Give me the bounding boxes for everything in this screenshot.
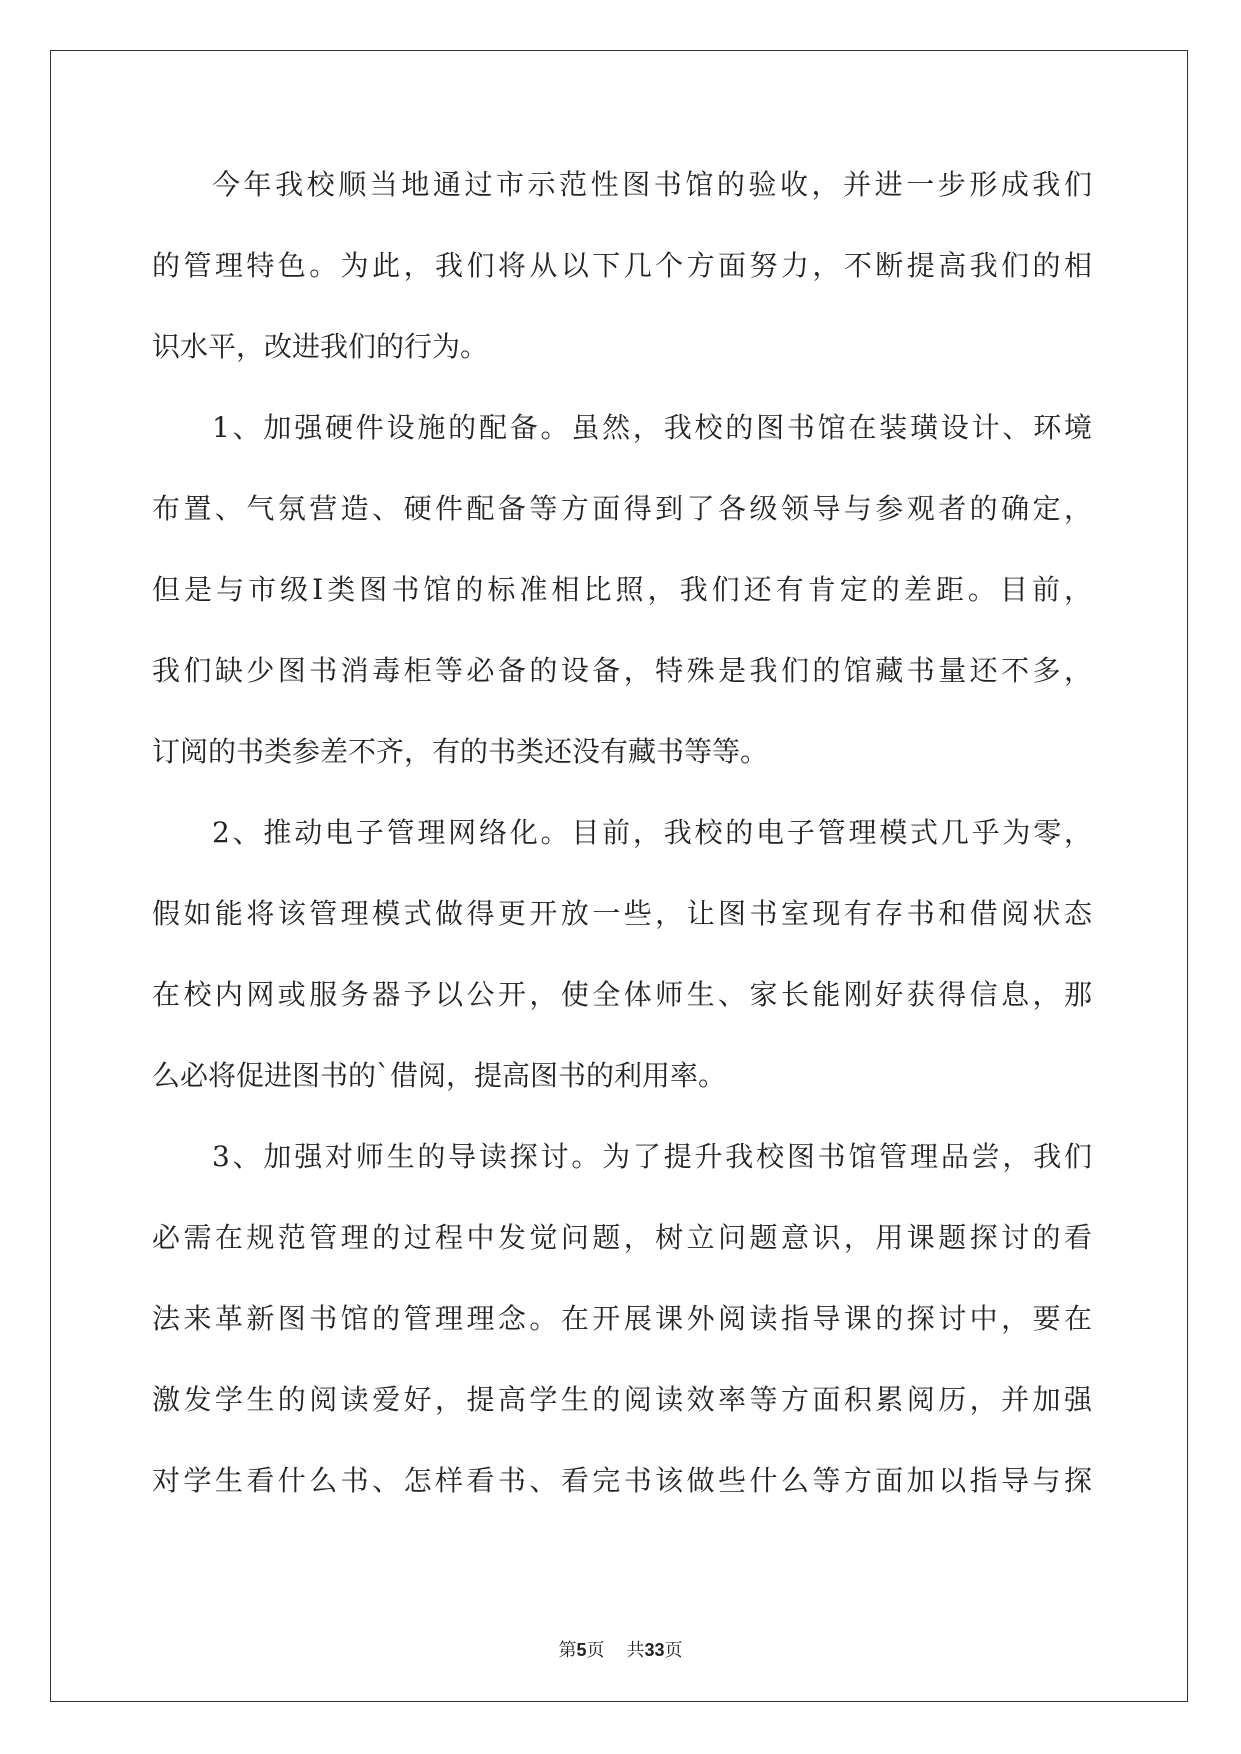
paragraph-1-line-3: 识水平，改进我们的行为。 — [152, 330, 489, 363]
paragraph-2-line-4: 我们缺少图书消毒柜等必备的设备，特殊是我们的馆藏书量还不多， — [152, 654, 1092, 687]
total-suffix: 页 — [664, 1640, 683, 1661]
paragraph-4-line-5: 对学生看什么书、怎样看书、看完书该做些什么等方面加以指导与探 — [152, 1464, 1092, 1497]
page-prefix: 第 — [558, 1640, 577, 1661]
paragraph-3-line-4: 么必将促进图书的`借阅，提高图书的利用率。 — [152, 1059, 727, 1092]
paragraph-4-line-4: 激发学生的阅读爱好，提高学生的阅读效率等方面积累阅历，并加强 — [152, 1383, 1092, 1416]
paragraph-4-line-3: 法来革新图书馆的管理理念。在开展课外阅读指导课的探讨中，要在 — [152, 1302, 1092, 1335]
paragraph-2-line-1: 1、加强硬件设施的配备。虽然，我校的图书馆在装璜设计、环境 — [212, 411, 1092, 444]
page-suffix: 页 — [586, 1640, 605, 1661]
paragraph-4-line-1: 3、加强对师生的导读探讨。为了提升我校图书馆管理品尝，我们 — [212, 1140, 1092, 1173]
paragraph-3-line-2: 假如能将该管理模式做得更开放一些，让图书室现有存书和借阅状态 — [152, 897, 1092, 930]
paragraph-4-line-2: 必需在规范管理的过程中发觉问题，树立问题意识，用课题探讨的看 — [152, 1221, 1092, 1254]
paragraph-3-line-1: 2、推动电子管理网络化。目前，我校的电子管理模式几乎为零， — [212, 816, 1092, 849]
paragraph-1-line-2: 的管理特色。为此，我们将从以下几个方面努力，不断提高我们的相 — [152, 249, 1092, 282]
total-prefix: 共 — [626, 1640, 645, 1661]
paragraph-1-line-1: 今年我校顺当地通过市示范性图书馆的验收，并进一步形成我们 — [212, 168, 1092, 201]
paragraph-2-line-5: 订阅的书类参差不齐，有的书类还没有藏书等等。 — [152, 735, 769, 768]
total-pages: 33 — [644, 1640, 665, 1660]
page-number: 5 — [576, 1640, 587, 1660]
page-footer — [0, 1636, 1241, 1662]
paragraph-3-line-3: 在校内网或服务器予以公开，使全体师生、家长能刚好获得信息，那 — [152, 978, 1092, 1011]
paragraph-2-line-3: 但是与市级Ⅰ类图书馆的标准相比照，我们还有肯定的差距。目前， — [152, 573, 1092, 606]
paragraph-2-line-2: 布置、气氛营造、硬件配备等方面得到了各级领导与参观者的确定， — [152, 492, 1092, 525]
document-body — [152, 155, 1092, 1532]
